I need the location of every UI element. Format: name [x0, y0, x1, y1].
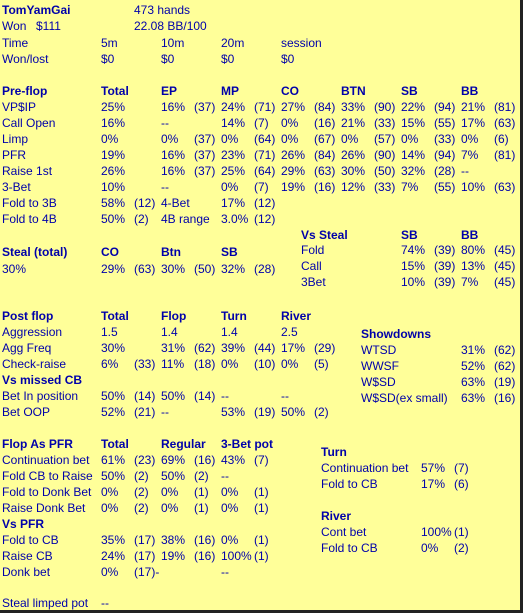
stat-label: 3Bet: [301, 275, 326, 289]
stat-label: Raise Donk Bet: [2, 501, 86, 515]
missed-cb-title: Vs missed CB: [2, 373, 83, 387]
stat-range-label: 4B range: [161, 212, 210, 226]
stat-label: Fold to 4B: [2, 212, 57, 226]
stat-value: (90): [374, 148, 396, 162]
stat-value: 13%: [461, 259, 486, 273]
stat-value: (81): [494, 148, 516, 162]
stat-label: W$SD(ex small): [361, 391, 448, 405]
stat-value: (1): [194, 485, 209, 499]
stat-value: 2.5: [281, 325, 298, 339]
stat-label: Donk bet: [2, 565, 51, 579]
steal-col-header: CO: [101, 245, 119, 259]
stat-value: (64): [254, 164, 276, 178]
stat-value: --: [461, 164, 469, 178]
stat-value: 7%: [461, 148, 479, 162]
stat-value: 21%: [461, 100, 486, 114]
stat-label: WTSD: [361, 343, 397, 357]
stat-value: 0%: [461, 132, 479, 146]
stat-value: (64): [254, 132, 276, 146]
stat-count: (2): [134, 212, 149, 226]
stat-value: (16): [194, 533, 216, 547]
stat-label: Aggression: [2, 325, 63, 339]
stat-count: (62): [494, 359, 516, 373]
stat-value: 19%: [281, 180, 306, 194]
preflop-col-header: SB: [401, 84, 418, 98]
stat-value: 25%: [101, 100, 126, 114]
stat-value: 43%: [221, 453, 246, 467]
stat-value: 30%: [341, 164, 366, 178]
flop-pfr-col-header: Regular: [161, 437, 206, 451]
stat-value: 0%: [101, 485, 119, 499]
stat-value: 14%: [401, 148, 426, 162]
stat-value: (14): [134, 389, 156, 403]
stat-label: Check-raise: [2, 357, 67, 371]
bb-per-100: 22.08 BB/100: [134, 19, 207, 33]
stat-value: 53%: [221, 405, 246, 419]
wonlost-10m: $0: [161, 52, 175, 66]
steal-col-header: SB: [221, 245, 238, 259]
stat-value: (50): [374, 164, 396, 178]
stat-value: 0%: [401, 132, 419, 146]
stat-value: 22%: [401, 100, 426, 114]
period-session: session: [281, 36, 322, 50]
stat-value: 0%: [101, 501, 119, 515]
period-5m: 5m: [101, 36, 118, 50]
stat-label: VP$IP: [2, 100, 37, 114]
stat-value: 0%: [221, 180, 239, 194]
stat-value: 35%: [101, 533, 126, 547]
stat-value: (33): [134, 357, 156, 371]
stat-value: (14): [194, 389, 216, 403]
stat-value: (2): [194, 469, 209, 483]
stat-value: (71): [254, 148, 276, 162]
stat-value: (44): [254, 341, 276, 355]
stat-value: (16): [314, 180, 336, 194]
stat-value: (37): [194, 148, 216, 162]
stat-count: (16): [494, 391, 516, 405]
stat-value: (57): [374, 132, 396, 146]
stat-value: 7%: [401, 180, 419, 194]
steal-title: Steal (total): [2, 245, 68, 259]
stat-value: 24%: [101, 549, 126, 563]
stat-value: 1.4: [221, 325, 238, 339]
stat-value: (16): [194, 549, 216, 563]
stat-value: 10%: [461, 180, 486, 194]
stat-count: (6): [454, 477, 469, 491]
stat-value: 0%: [221, 132, 239, 146]
stat-value: (84): [314, 100, 336, 114]
stat-bet4-label: 4-Bet: [161, 196, 190, 210]
stat-label: Fold CB to Raise: [2, 469, 93, 483]
stat-value: 80%: [461, 243, 486, 257]
stat-value: 100%: [421, 525, 452, 539]
stat-value: 1.5: [101, 325, 118, 339]
stat-value: 0%: [161, 485, 179, 499]
stat-value: 100%: [221, 549, 252, 563]
stat-value: 50%: [101, 389, 126, 403]
preflop-title: Pre-flop: [2, 84, 48, 98]
stat-value: 0%: [221, 485, 239, 499]
stat-value: 12%: [341, 180, 366, 194]
river-title: River: [321, 509, 352, 523]
stat-value: 50%: [101, 469, 126, 483]
stat-value: 21%: [341, 116, 366, 130]
stat-value: 15%: [401, 259, 426, 273]
vs-pfr-title: Vs PFR: [2, 517, 45, 531]
stat-value: 30%: [101, 341, 126, 355]
stat-label: Raise CB: [2, 549, 53, 563]
stat-value: 61%: [101, 453, 126, 467]
stat-count: (62): [494, 343, 516, 357]
stat-label: Raise 1st: [2, 164, 53, 178]
wonlost-session: $0: [281, 52, 295, 66]
stat-value: 50%: [101, 212, 126, 226]
stat-value: (45): [494, 275, 516, 289]
stat-value: 0%: [101, 132, 119, 146]
preflop-col-header: BTN: [341, 84, 366, 98]
stat-label: Continuation bet: [321, 461, 409, 475]
stat-count: (7): [454, 461, 469, 475]
stat-value: --: [221, 565, 229, 579]
stat-value: 23%: [221, 148, 246, 162]
stat-value: (84): [314, 148, 336, 162]
stat-value: (21): [134, 405, 156, 419]
stat-label: Bet OOP: [2, 405, 51, 419]
stat-value: 57%: [421, 461, 446, 475]
stat-value: --: [161, 116, 169, 130]
stat-value: 31%: [161, 341, 186, 355]
stat-value: (55): [434, 180, 456, 194]
stat-value: 39%: [221, 341, 246, 355]
stat-value: (5): [314, 357, 329, 371]
stat-value: --: [221, 469, 229, 483]
stat-value: (71): [254, 100, 276, 114]
stat-label: Call: [301, 259, 322, 273]
stat-label: Limp: [2, 132, 29, 146]
stat-value: (16): [314, 116, 336, 130]
stat-value: (17)-: [134, 565, 160, 579]
stat-value: (63): [494, 116, 516, 130]
stat-value: (33): [374, 180, 396, 194]
stat-value: (19): [254, 405, 276, 419]
stat-value: 50%: [161, 389, 186, 403]
stat-value: (90): [374, 100, 396, 114]
stat-value: 1.4: [161, 325, 178, 339]
wonlost-20m: $0: [221, 52, 235, 66]
stat-label: PFR: [2, 148, 26, 162]
stat-value: 26%: [341, 148, 366, 162]
stat-bet4-value: 17%: [221, 196, 246, 210]
stat-count: (2): [454, 541, 469, 555]
stat-label: 3-Bet: [2, 180, 31, 194]
stat-value: (2): [134, 469, 149, 483]
stat-label: Continuation bet: [2, 453, 90, 467]
stat-value: (63): [494, 180, 516, 194]
stat-label: Fold to 3B: [2, 196, 57, 210]
stat-value: (28): [434, 164, 456, 178]
stat-value: 26%: [101, 164, 126, 178]
stat-value: (18): [194, 357, 216, 371]
postflop-col-header: Turn: [221, 309, 247, 323]
stat-label: WWSF: [361, 359, 399, 373]
stat-value: 11%: [161, 357, 185, 371]
stat-value: 25%: [221, 164, 246, 178]
steal-total: 30%: [2, 262, 27, 276]
flop-pfr-col-header: Total: [101, 437, 129, 451]
stat-value: 58%: [101, 196, 126, 210]
stat-value: 33%: [341, 100, 366, 114]
stat-value: (45): [494, 243, 516, 257]
stat-value: --: [221, 389, 229, 403]
won-label: Won: [2, 19, 27, 33]
stat-value: 63%: [461, 391, 486, 405]
stat-label: Fold to CB: [321, 477, 378, 491]
steal-limped-value: --: [101, 596, 109, 610]
stat-value: 50%: [161, 469, 186, 483]
vs-steal-title: Vs Steal: [301, 228, 348, 242]
stat-value: 17%: [281, 341, 306, 355]
stat-value: (1): [254, 485, 269, 499]
stat-label: Fold to CB: [2, 533, 59, 547]
stat-value: (50): [194, 262, 216, 276]
stat-value: 69%: [161, 453, 186, 467]
stat-value: 27%: [281, 100, 306, 114]
stat-value: (17): [134, 549, 156, 563]
stat-label: Fold to CB: [321, 541, 378, 555]
hands-count: 473 hands: [134, 3, 191, 17]
stat-value: 10%: [401, 275, 426, 289]
won-value: $111: [36, 19, 61, 33]
stat-label: Cont bet: [321, 525, 367, 539]
stat-label: Fold: [301, 243, 325, 257]
steal-limped-label: Steal limped pot: [2, 596, 89, 610]
stat-value: 0%: [221, 357, 239, 371]
stat-value: 52%: [101, 405, 126, 419]
stat-value: (45): [494, 259, 516, 273]
stat-value: 0%: [341, 132, 359, 146]
preflop-col-header: BB: [461, 84, 479, 98]
stat-value: 32%: [401, 164, 426, 178]
turn-title: Turn: [321, 445, 347, 459]
period-10m: 10m: [161, 36, 185, 50]
stat-value: (67): [314, 132, 336, 146]
stat-value: (28): [254, 262, 276, 276]
period-20m: 20m: [221, 36, 245, 50]
stat-value: 26%: [281, 148, 306, 162]
stat-value: (94): [434, 148, 456, 162]
preflop-col-header: EP: [161, 84, 178, 98]
stat-value: (63): [314, 164, 336, 178]
flop-pfr-title: Flop As PFR: [2, 437, 73, 451]
stat-value: 29%: [281, 164, 306, 178]
stat-value: 24%: [221, 100, 246, 114]
stat-value: (37): [194, 100, 216, 114]
stat-value: 0%: [161, 501, 179, 515]
stat-value: 6%: [101, 357, 119, 371]
stat-value: 38%: [161, 533, 186, 547]
stat-value: (81): [494, 100, 516, 114]
stat-value: 17%: [421, 477, 446, 491]
stat-label: Fold to Donk Bet: [2, 485, 92, 499]
stat-label: Agg Freq: [2, 341, 52, 355]
stat-value: (7): [254, 180, 269, 194]
stat-value: (62): [194, 341, 216, 355]
showdowns-title: Showdowns: [361, 327, 431, 341]
stat-value: 10%: [101, 180, 126, 194]
stat-value: 14%: [221, 116, 246, 130]
stat-value: (39): [434, 259, 456, 273]
stat-value: 0%: [421, 541, 439, 555]
stat-value: 7%: [461, 275, 479, 289]
stat-count: (12): [134, 196, 156, 210]
postflop-col-header: Total: [101, 309, 129, 323]
stat-count: (19): [494, 375, 516, 389]
stat-value: (55): [434, 116, 456, 130]
stat-value: 31%: [461, 343, 486, 357]
stat-value: 74%: [401, 243, 426, 257]
stat-value: (6): [494, 132, 509, 146]
stat-value: (94): [434, 100, 456, 114]
postflop-col-header: Flop: [161, 309, 187, 323]
stat-value: 16%: [161, 100, 186, 114]
stat-value: (2): [314, 405, 329, 419]
stat-range-count: (12): [254, 212, 276, 226]
stat-value: (1): [254, 501, 269, 515]
stat-value: 29%: [101, 262, 126, 276]
stat-count: (1): [454, 525, 469, 539]
stat-value: (10): [254, 357, 276, 371]
stat-bet4-count: (12): [254, 196, 276, 210]
stat-value: (7): [254, 116, 269, 130]
vs-steal-col-header: BB: [461, 228, 479, 242]
stat-value: (2): [134, 501, 149, 515]
preflop-col-header: CO: [281, 84, 299, 98]
stat-value: (29): [314, 341, 336, 355]
stat-range-value: 3.0%: [221, 212, 249, 226]
stat-value: 0%: [281, 357, 299, 371]
stat-value: (33): [374, 116, 396, 130]
stat-value: (37): [194, 164, 216, 178]
stat-value: (7): [254, 453, 269, 467]
stat-value: (33): [434, 132, 456, 146]
stat-value: 0%: [281, 132, 299, 146]
stat-value: (39): [434, 243, 456, 257]
stat-value: (1): [194, 501, 209, 515]
stat-value: (16): [194, 453, 216, 467]
stat-value: (17): [134, 533, 156, 547]
stat-value: 16%: [161, 148, 186, 162]
wonlost-5m: $0: [101, 52, 115, 66]
stat-value: 52%: [461, 359, 486, 373]
stat-value: 16%: [161, 164, 186, 178]
wonlost-label: Won/lost: [2, 52, 49, 66]
stat-value: (23): [134, 453, 156, 467]
stat-value: 15%: [401, 116, 426, 130]
flop-pfr-col-header: 3-Bet pot: [221, 437, 273, 451]
stat-value: 0%: [161, 132, 179, 146]
stat-value: (2): [134, 485, 149, 499]
stat-value: 0%: [221, 533, 239, 547]
stat-label: W$SD: [361, 375, 396, 389]
stat-value: 17%: [461, 116, 486, 130]
stat-value: (1): [254, 533, 269, 547]
stat-value: 32%: [221, 262, 246, 276]
stat-value: --: [161, 405, 169, 419]
stat-value: --: [161, 180, 169, 194]
stat-value: 30%: [161, 262, 186, 276]
stat-value: 0%: [221, 501, 239, 515]
stat-value: (37): [194, 132, 216, 146]
stat-label: Call Open: [2, 116, 56, 130]
stat-value: 0%: [101, 565, 119, 579]
stat-value: (39): [434, 275, 456, 289]
player-name: TomYamGai: [2, 3, 71, 17]
stat-value: 19%: [101, 148, 126, 162]
time-label: Time: [2, 36, 29, 50]
stat-value: --: [281, 389, 289, 403]
stat-value: 16%: [101, 116, 126, 130]
vs-steal-col-header: SB: [401, 228, 418, 242]
preflop-col-header: MP: [221, 84, 239, 98]
stat-value: 19%: [161, 549, 186, 563]
stat-value: 50%: [281, 405, 306, 419]
postflop-title: Post flop: [2, 309, 54, 323]
stat-value: 63%: [461, 375, 486, 389]
steal-col-header: Btn: [161, 245, 181, 259]
stat-value: (1): [254, 549, 269, 563]
preflop-col-header: Total: [101, 84, 129, 98]
stat-value: 0%: [281, 116, 299, 130]
stat-value: (63): [134, 262, 156, 276]
stat-label: Bet In position: [2, 389, 79, 403]
postflop-col-header: River: [281, 309, 312, 323]
